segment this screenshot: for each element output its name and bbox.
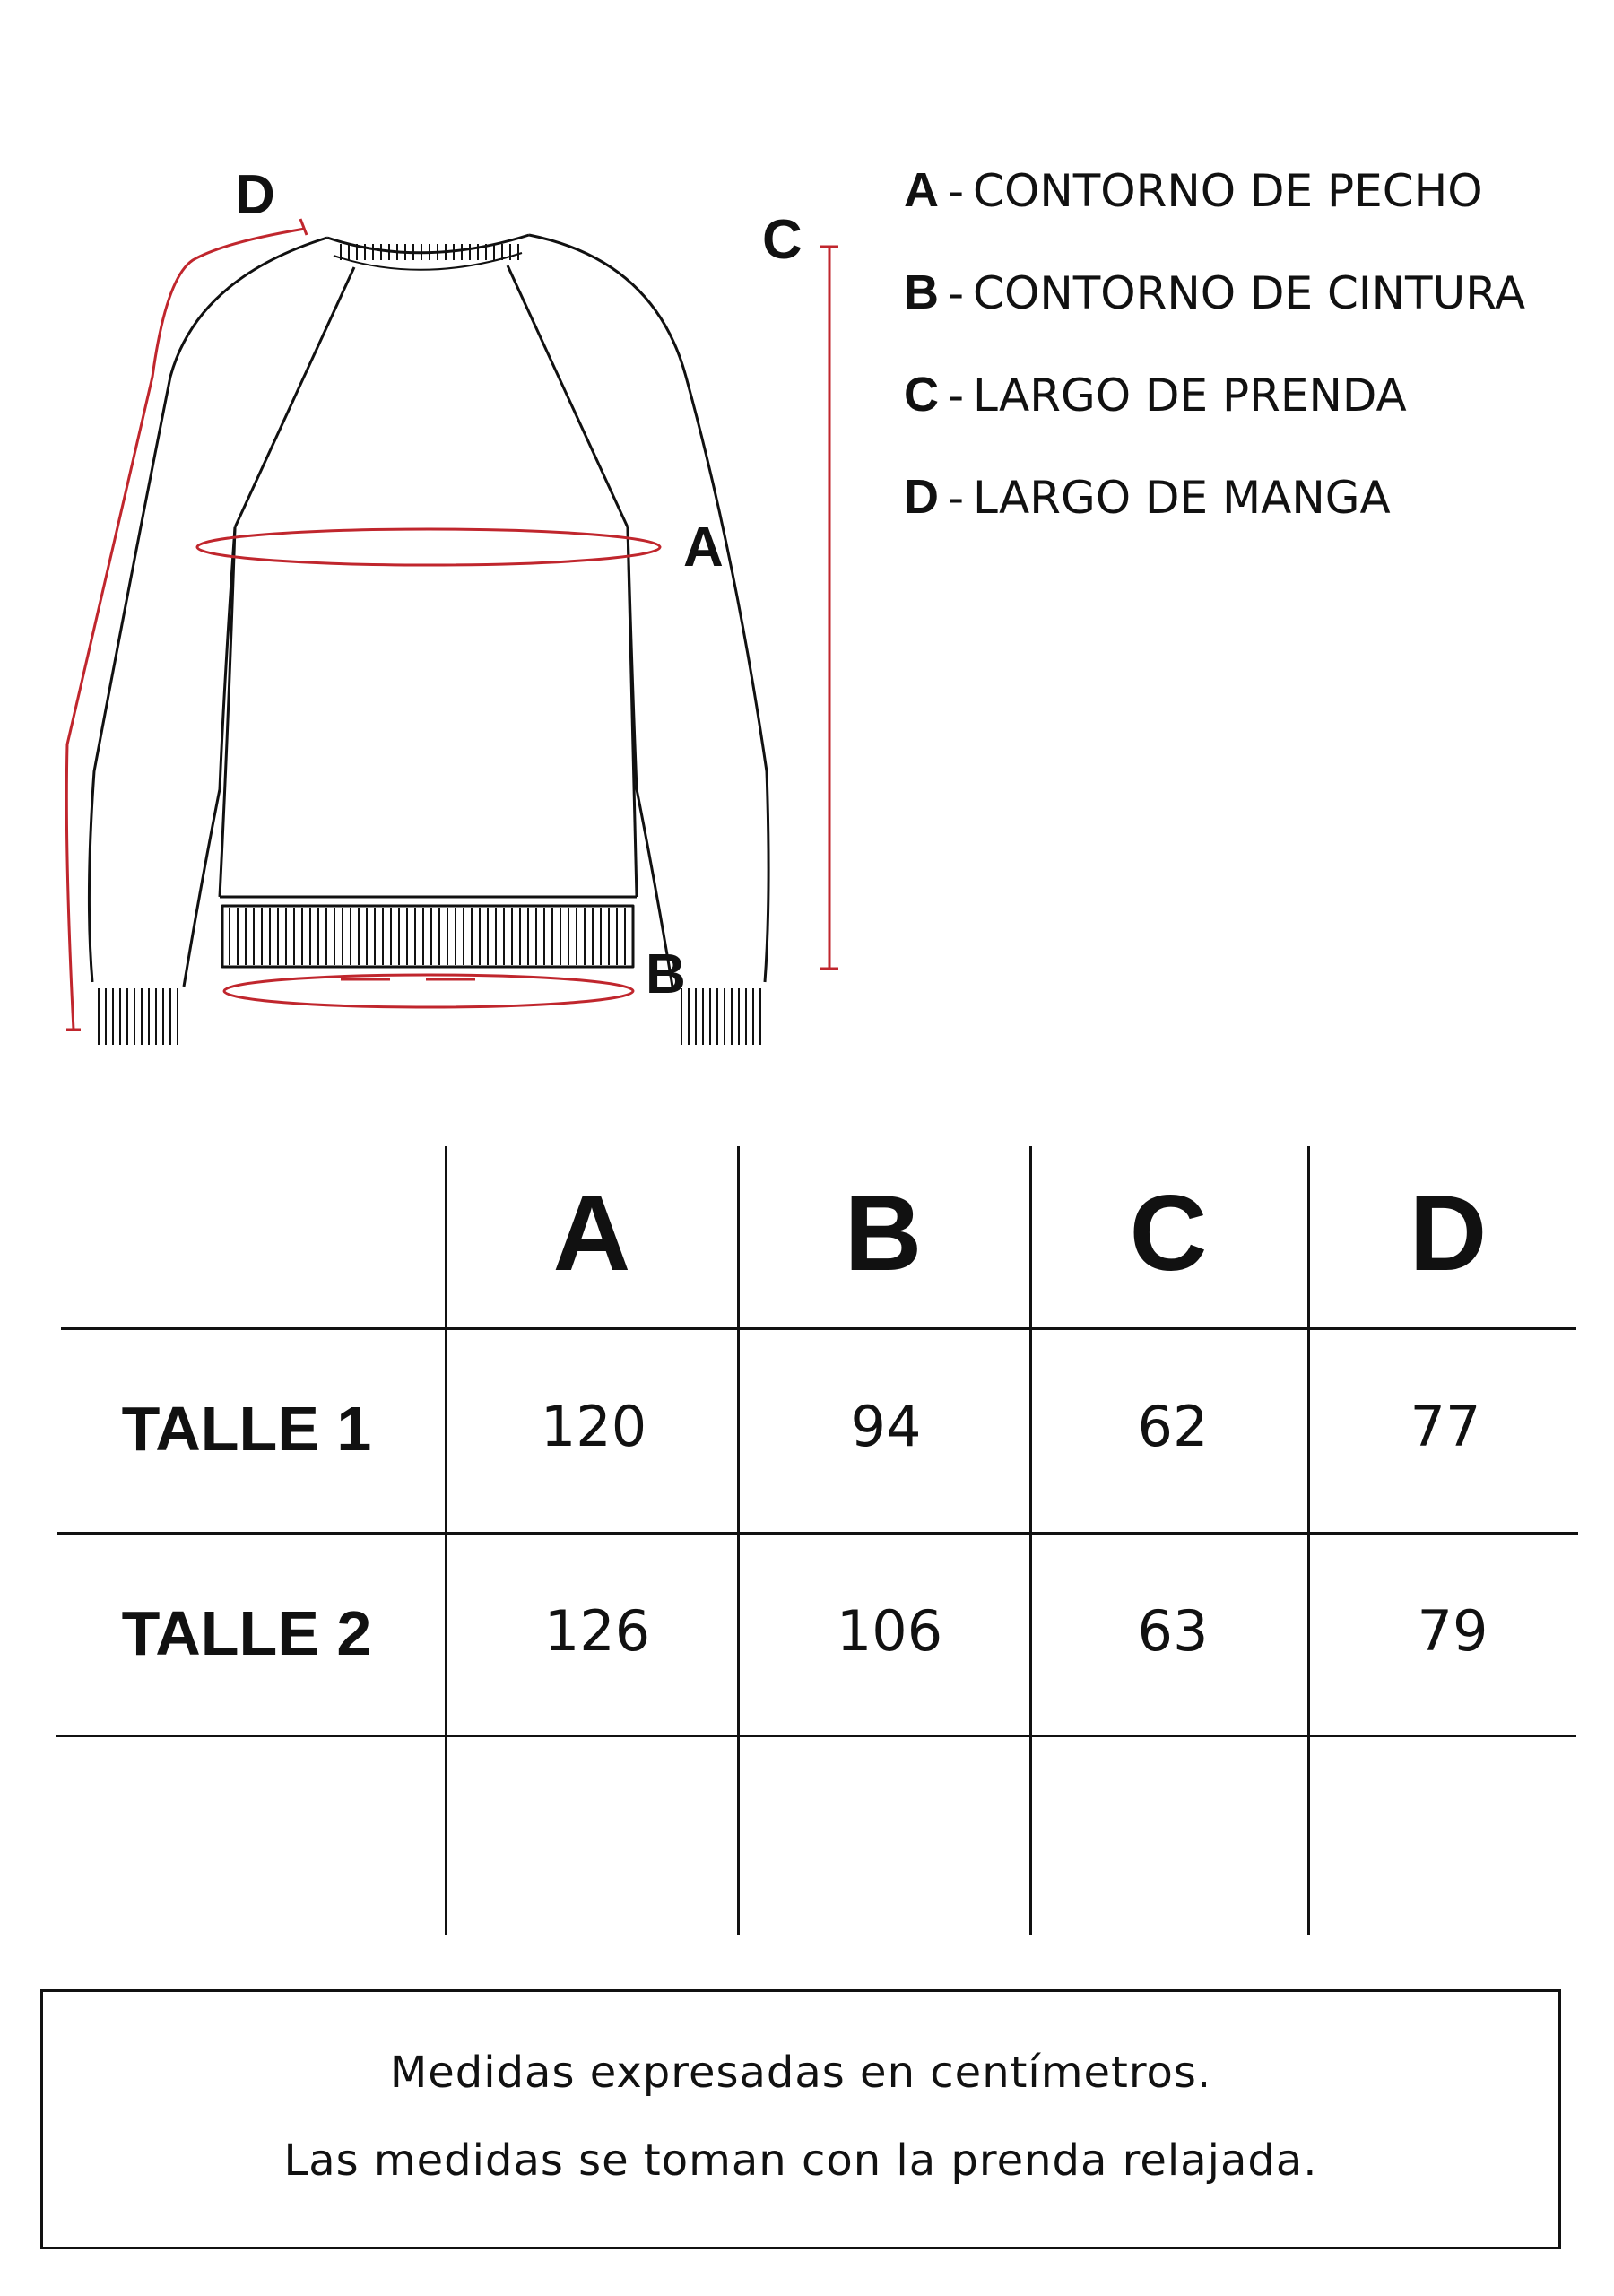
legend-sep: - [948, 267, 965, 319]
note-relaxed: Las medidas se toman con la prenda relajada. [283, 2135, 1318, 2186]
row-label-talle-2: TALLE 2 [121, 1598, 372, 1668]
legend-item-d [904, 470, 1525, 575]
table-cell: 94 [850, 1394, 922, 1459]
table-cell: 106 [836, 1598, 943, 1664]
label-c: C [762, 209, 803, 271]
legend-sep: - [948, 472, 965, 524]
label-b: B [646, 944, 686, 1005]
legend-sep: - [948, 370, 965, 422]
table-divider [737, 1146, 740, 1935]
sweater-outline [89, 235, 768, 987]
legend-key: B [904, 265, 939, 319]
note-units: Medidas expresadas en centímetros. [389, 2048, 1212, 2098]
table-header-a: A [552, 1173, 631, 1293]
table-divider [56, 1735, 1576, 1737]
measure-lines [66, 219, 838, 1030]
table-cell: 77 [1410, 1394, 1481, 1459]
legend-text: CONTORNO DE CINTURA [973, 267, 1526, 319]
table-divider [1307, 1146, 1310, 1935]
table-cell: 63 [1137, 1598, 1209, 1664]
legend-sep: - [948, 165, 965, 217]
table-divider [1029, 1146, 1032, 1935]
legend-item-c [904, 370, 1525, 473]
table-header-c: C [1129, 1173, 1208, 1293]
table-header-d: D [1409, 1173, 1488, 1293]
table-cell: 79 [1417, 1598, 1488, 1664]
legend-key: D [904, 470, 939, 524]
table-cell: 62 [1137, 1394, 1209, 1459]
legend-item-b [904, 265, 1526, 370]
table-divider [61, 1327, 1576, 1330]
label-a: A [683, 517, 724, 578]
table-header-b: B [844, 1173, 923, 1293]
legend-text: LARGO DE PRENDA [973, 370, 1407, 422]
table-cell: 120 [540, 1394, 647, 1459]
notes-box [40, 1989, 1561, 2249]
row-label-talle-1: TALLE 1 [121, 1394, 372, 1464]
label-d: D [235, 164, 275, 226]
table-divider [445, 1146, 447, 1935]
legend-text: LARGO DE MANGA [973, 472, 1391, 524]
legend-key: C [904, 368, 939, 422]
legend-item-a [904, 163, 1525, 268]
table-divider [57, 1532, 1578, 1535]
table-cell: 126 [543, 1598, 651, 1664]
legend-key: A [904, 163, 939, 217]
measurement-legend [904, 163, 1526, 575]
legend-text: CONTORNO DE PECHO [973, 165, 1483, 217]
